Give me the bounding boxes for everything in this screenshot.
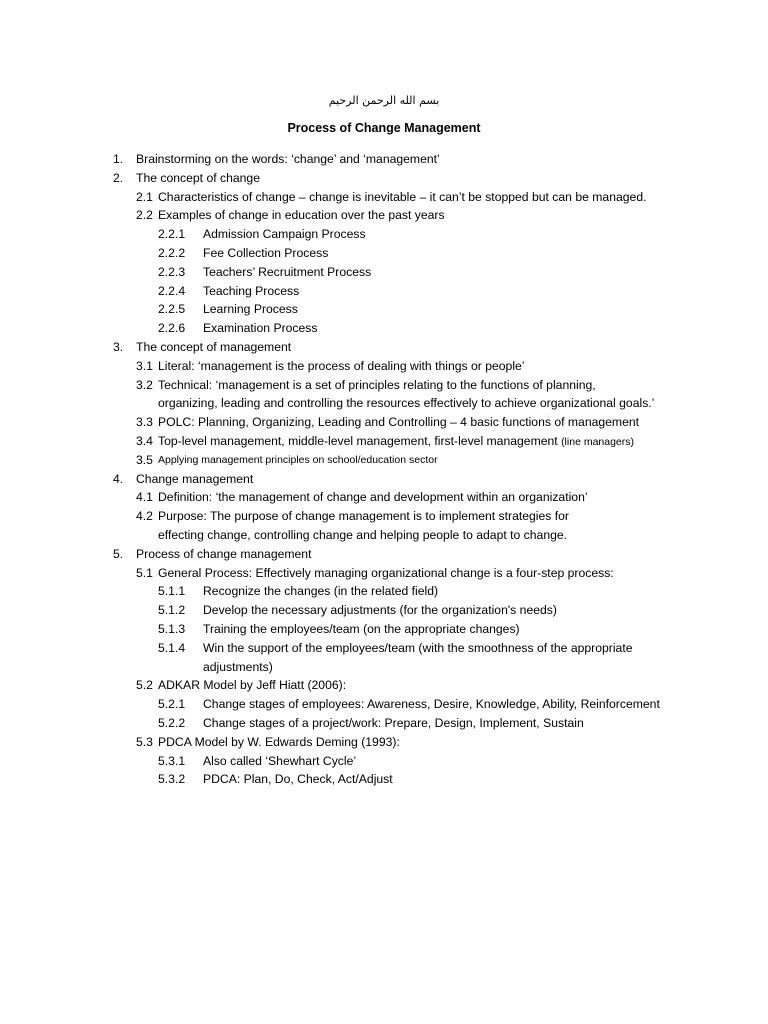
list-item (0, 451, 768, 470)
item-text: Change management (136, 471, 254, 486)
item-text: Examination Process (203, 321, 318, 336)
list-item (0, 470, 768, 489)
item-text: ADKAR Model by Jeff Hiatt (2006): (158, 678, 347, 693)
item-text: The concept of change (136, 170, 260, 185)
item-number: 1. (113, 152, 124, 166)
bismillah-heading: بسم الله الرحمن الرحيم (328, 94, 440, 107)
list-item-continuation (0, 394, 768, 413)
item-text: Brainstorming on the words: ‘change’ and ‘management’ (136, 152, 440, 166)
item-number: 2.2.5 (158, 302, 186, 317)
list-item (0, 188, 768, 207)
item-number: 3.1 (136, 358, 153, 373)
item-number: 3.3 (136, 415, 153, 430)
list-item (0, 601, 768, 620)
item-number: 2.2.3 (158, 264, 186, 279)
list-item (0, 714, 768, 733)
item-text: PDCA: Plan, Do, Check, Act/Adjust (203, 772, 393, 787)
item-text-wrap (158, 432, 634, 452)
item-number: 3.5 (136, 452, 153, 467)
item-text: Top-level management, middle-level management, first-level management (158, 433, 558, 448)
item-text: Literal: ‘management is the process of dealing with things or people’ (158, 358, 525, 373)
item-text: Fee Collection Process (203, 245, 329, 260)
item-text: Change stages of a project/work: Prepare, Design, Implement, Sustain (203, 715, 584, 730)
item-number: 2.2.2 (158, 245, 186, 260)
list-item (0, 338, 768, 357)
list-item (0, 319, 768, 338)
list-item (0, 545, 768, 564)
list-item (0, 300, 768, 319)
item-number: 5.1 (136, 565, 153, 580)
item-text: General Process: Effectively managing organizational change is a four-step process: (158, 565, 614, 580)
item-number: 2.2.4 (158, 283, 186, 298)
item-text: Teaching Process (203, 283, 300, 298)
item-text: Change stages of employees: Awareness, Desire, Knowledge, Ability, Reinforcement (203, 697, 660, 712)
item-text: Recognize the changes (in the related field) (203, 584, 439, 599)
list-item (0, 695, 768, 714)
list-item (0, 282, 768, 301)
item-number: 5.2.1 (158, 697, 186, 712)
item-number: 3. (113, 339, 124, 354)
item-text: Applying management principles on school/education sector (158, 453, 438, 466)
list-item (0, 582, 768, 601)
item-number: 5.1.1 (158, 584, 186, 599)
item-note: (line managers) (561, 435, 635, 448)
item-number: 5.2 (136, 678, 153, 693)
item-text: effecting change, controlling change and helping people to adapt to change. (158, 527, 568, 542)
item-number: 3.2 (136, 377, 153, 392)
item-text: adjustments) (203, 659, 273, 674)
list-item (0, 225, 768, 244)
item-number: 5.1.4 (158, 640, 186, 655)
item-number: 2.1 (136, 189, 153, 204)
item-text: Characteristics of change – change is inevitable – it can’t be stopped but can be managed. (158, 189, 647, 204)
list-item (0, 150, 768, 169)
list-item (0, 639, 768, 658)
item-number: 5.1.2 (158, 603, 186, 618)
item-number: 5.3 (136, 734, 153, 749)
item-text: Examples of change in education over the past years (158, 208, 445, 223)
list-item (0, 564, 768, 583)
item-text: Admission Campaign Process (203, 227, 366, 242)
list-item (0, 770, 768, 789)
item-number: 5.3.1 (158, 753, 186, 768)
page-title: Process of Change Management (287, 121, 481, 135)
list-item (0, 413, 768, 432)
item-number: 5.3.2 (158, 772, 186, 787)
item-text: PDCA Model by W. Edwards Deming (1993): (158, 734, 400, 749)
list-item (0, 357, 768, 376)
item-text: The concept of management (136, 339, 292, 354)
item-text: Purpose: The purpose of change management is to implement strategies for (158, 509, 569, 524)
item-number: 5.2.2 (158, 715, 186, 730)
list-item (0, 244, 768, 263)
item-number: 2.2.6 (158, 321, 186, 336)
list-item (0, 432, 768, 451)
item-number: 2. (113, 170, 124, 185)
item-number: 2.2 (136, 208, 153, 223)
list-item (0, 376, 768, 395)
item-text: Also called ‘Shewhart Cycle’ (203, 753, 357, 768)
list-item (0, 488, 768, 507)
item-text: organizing, leading and controlling the resources effectively to achieve organizational goals.’ (158, 396, 655, 411)
item-text: Training the employees/team (on the appropriate changes) (203, 621, 520, 636)
list-item (0, 169, 768, 188)
item-number: 2.2.1 (158, 227, 186, 242)
item-text: Process of change management (136, 546, 312, 561)
item-number: 5.1.3 (158, 621, 186, 636)
item-text: Technical: ‘management is a set of principles relating to the functions of planning, (158, 377, 596, 392)
list-item-continuation (0, 658, 768, 677)
item-text: Definition: ‘the management of change and development within an organization’ (158, 490, 588, 505)
item-number: 5. (113, 546, 124, 561)
outline-list (0, 150, 768, 789)
item-number: 4.2 (136, 509, 153, 524)
list-item-continuation (0, 526, 768, 545)
item-text: Develop the necessary adjustments (for the organization's needs) (203, 603, 557, 618)
item-text: Win the support of the employees/team (with the smoothness of the appropriate (203, 640, 633, 655)
item-text: POLC: Planning, Organizing, Leading and Controlling – 4 basic functions of management (158, 415, 640, 430)
list-item (0, 206, 768, 225)
list-item (0, 507, 768, 526)
list-item (0, 752, 768, 771)
item-text: Learning Process (203, 302, 298, 317)
item-number: 3.4 (136, 433, 153, 448)
list-item (0, 620, 768, 639)
list-item (0, 263, 768, 282)
list-item (0, 733, 768, 752)
list-item (0, 676, 768, 695)
item-number: 4. (113, 471, 124, 486)
item-number: 4.1 (136, 490, 153, 505)
item-text: Teachers’ Recruitment Process (203, 264, 372, 279)
